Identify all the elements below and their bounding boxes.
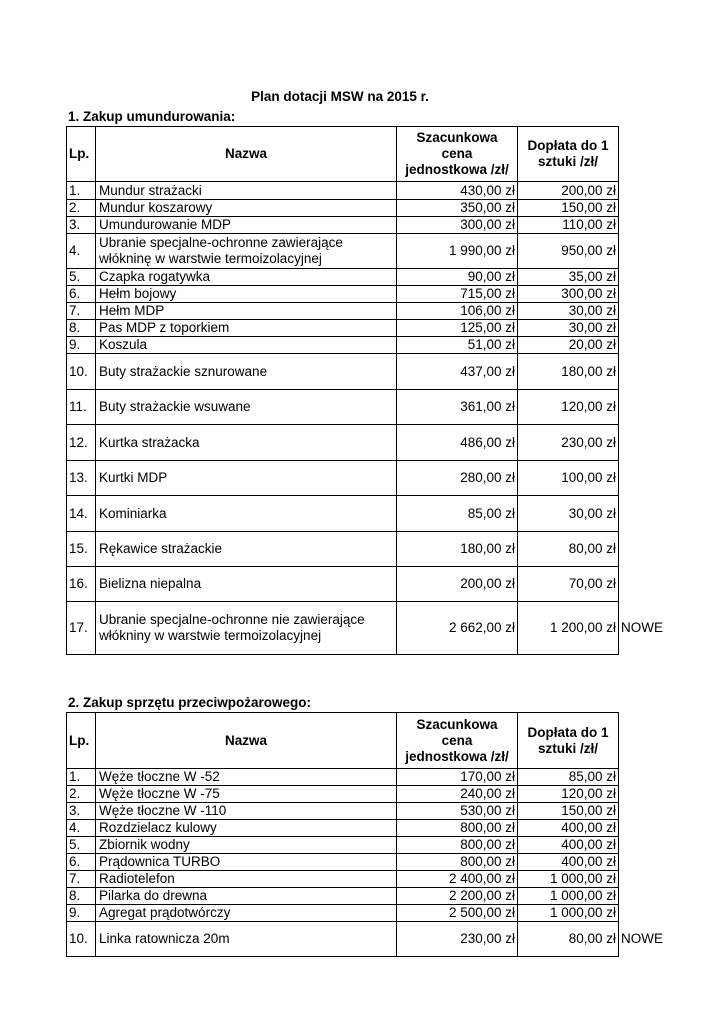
subsidy-amount: 230,00 zł bbox=[518, 425, 619, 461]
item-name: Kurtka strażacka bbox=[96, 425, 397, 461]
item-name: Radiotelefon bbox=[96, 871, 397, 888]
row-number: 6. bbox=[67, 854, 96, 871]
table-row bbox=[67, 200, 619, 217]
row-number: 7. bbox=[67, 303, 96, 320]
unit-price: 90,00 zł bbox=[397, 269, 518, 286]
row-number: 11. bbox=[67, 390, 96, 425]
unit-price: 430,00 zł bbox=[397, 182, 518, 200]
table-row bbox=[67, 337, 619, 354]
row-number: 14. bbox=[67, 496, 96, 532]
unit-price: 170,00 zł bbox=[397, 769, 518, 786]
unit-price: 280,00 zł bbox=[397, 461, 518, 496]
table-row bbox=[67, 854, 619, 871]
header-name: Nazwa bbox=[96, 713, 397, 769]
subsidy-value: 1 200,00 zł bbox=[549, 620, 616, 635]
unit-price: 437,00 zł bbox=[397, 354, 518, 390]
item-name: Agregat prądotwórczy bbox=[96, 905, 397, 922]
subsidy-amount bbox=[518, 922, 663, 957]
header-name: Nazwa bbox=[96, 127, 397, 182]
item-name: Rękawice strażackie bbox=[96, 532, 397, 567]
table-header-row bbox=[67, 127, 619, 182]
subsidy-amount: 30,00 zł bbox=[518, 320, 619, 337]
table-row bbox=[67, 905, 619, 922]
subsidy-amount: 400,00 zł bbox=[518, 837, 619, 854]
table-row bbox=[67, 303, 619, 320]
item-name: Węże tłoczne W -75 bbox=[96, 786, 397, 803]
table-row bbox=[67, 769, 619, 786]
row-number: 5. bbox=[67, 269, 96, 286]
unit-price: 2 662,00 zł bbox=[397, 602, 518, 655]
unit-price: 2 400,00 zł bbox=[397, 871, 518, 888]
subsidy-amount: 400,00 zł bbox=[518, 820, 619, 837]
item-name: Ubranie specjalne-ochronne nie zawierające włókniny w warstwie termoizolacyjnej bbox=[96, 602, 397, 655]
item-name: Hełm MDP bbox=[96, 303, 397, 320]
item-name: Kurtki MDP bbox=[96, 461, 397, 496]
unit-price: 1 990,00 zł bbox=[397, 234, 518, 269]
table-header-row bbox=[67, 713, 619, 769]
uniform-purchase-table bbox=[66, 126, 663, 655]
unit-price: 530,00 zł bbox=[397, 803, 518, 820]
unit-price: 800,00 zł bbox=[397, 837, 518, 854]
unit-price: 350,00 zł bbox=[397, 200, 518, 217]
table-row bbox=[67, 496, 619, 532]
unit-price: 85,00 zł bbox=[397, 496, 518, 532]
table-row bbox=[67, 888, 619, 905]
unit-price: 800,00 zł bbox=[397, 854, 518, 871]
item-name: Buty strażackie sznurowane bbox=[96, 354, 397, 390]
item-name: Mundur koszarowy bbox=[96, 200, 397, 217]
unit-price: 200,00 zł bbox=[397, 567, 518, 602]
subsidy-amount: 150,00 zł bbox=[518, 803, 619, 820]
unit-price: 180,00 zł bbox=[397, 532, 518, 567]
unit-price: 2 200,00 zł bbox=[397, 888, 518, 905]
table-row bbox=[67, 837, 619, 854]
subsidy-amount: 950,00 zł bbox=[518, 234, 619, 269]
section-2-heading: 2. Zakup sprzętu przeciwpożarowego: bbox=[68, 695, 312, 710]
item-name: Bielizna niepalna bbox=[96, 567, 397, 602]
item-name: Koszula bbox=[96, 337, 397, 354]
unit-price: 2 500,00 zł bbox=[397, 905, 518, 922]
table-row bbox=[67, 922, 619, 957]
row-number: 10. bbox=[67, 354, 96, 390]
row-number: 10. bbox=[67, 922, 96, 957]
table-row bbox=[67, 354, 619, 390]
row-number: 6. bbox=[67, 286, 96, 303]
item-name: Ubranie specjalne-ochronne zawierające włókninę w warstwie termoizolacyjnej bbox=[96, 234, 397, 269]
unit-price: 300,00 zł bbox=[397, 217, 518, 234]
subsidy-amount bbox=[518, 602, 663, 655]
table-row bbox=[67, 234, 619, 269]
row-number: 15. bbox=[67, 532, 96, 567]
row-number: 4. bbox=[67, 820, 96, 837]
header-subsidy: Dopłata do 1 sztuki /zł/ bbox=[518, 127, 619, 182]
item-name: Buty strażackie wsuwane bbox=[96, 390, 397, 425]
section-1-heading: 1. Zakup umundurowania: bbox=[68, 109, 236, 124]
row-number: 5. bbox=[67, 837, 96, 854]
item-name: Hełm bojowy bbox=[96, 286, 397, 303]
unit-price: 51,00 zł bbox=[397, 337, 518, 354]
item-name: Kominiarka bbox=[96, 496, 397, 532]
new-item-note: NOWE bbox=[621, 620, 663, 635]
table-row bbox=[67, 425, 619, 461]
subsidy-amount: 110,00 zł bbox=[518, 217, 619, 234]
row-number: 1. bbox=[67, 182, 96, 200]
subsidy-amount: 100,00 zł bbox=[518, 461, 619, 496]
unit-price: 230,00 zł bbox=[397, 922, 518, 957]
unit-price: 361,00 zł bbox=[397, 390, 518, 425]
item-name: Węże tłoczne W -52 bbox=[96, 769, 397, 786]
item-name: Czapka rogatywka bbox=[96, 269, 397, 286]
row-number: 8. bbox=[67, 320, 96, 337]
item-name: Mundur strażacki bbox=[96, 182, 397, 200]
table-row bbox=[67, 567, 619, 602]
row-number: 13. bbox=[67, 461, 96, 496]
item-name: Zbiornik wodny bbox=[96, 837, 397, 854]
row-number: 1. bbox=[67, 769, 96, 786]
unit-price: 715,00 zł bbox=[397, 286, 518, 303]
item-name: Pas MDP z toporkiem bbox=[96, 320, 397, 337]
subsidy-amount: 1 000,00 zł bbox=[518, 888, 619, 905]
document-title: Plan dotacji MSW na 2015 r. bbox=[251, 89, 429, 104]
subsidy-amount: 300,00 zł bbox=[518, 286, 619, 303]
subsidy-amount: 20,00 zł bbox=[518, 337, 619, 354]
header-lp: Lp. bbox=[67, 713, 96, 769]
subsidy-amount: 400,00 zł bbox=[518, 854, 619, 871]
row-number: 3. bbox=[67, 217, 96, 234]
item-name: Węże tłoczne W -110 bbox=[96, 803, 397, 820]
unit-price: 800,00 zł bbox=[397, 820, 518, 837]
row-number: 16. bbox=[67, 567, 96, 602]
unit-price: 106,00 zł bbox=[397, 303, 518, 320]
subsidy-amount: 80,00 zł bbox=[518, 532, 619, 567]
table-row bbox=[67, 320, 619, 337]
row-number: 12. bbox=[67, 425, 96, 461]
table-row bbox=[67, 217, 619, 234]
row-number: 9. bbox=[67, 337, 96, 354]
item-name: Rozdzielacz kulowy bbox=[96, 820, 397, 837]
table-row bbox=[67, 461, 619, 496]
header-lp: Lp. bbox=[67, 127, 96, 182]
row-number: 2. bbox=[67, 200, 96, 217]
row-number: 4. bbox=[67, 234, 96, 269]
unit-price: 486,00 zł bbox=[397, 425, 518, 461]
row-number: 2. bbox=[67, 786, 96, 803]
table-row bbox=[67, 786, 619, 803]
table-row bbox=[67, 390, 619, 425]
row-number: 8. bbox=[67, 888, 96, 905]
subsidy-amount: 120,00 zł bbox=[518, 390, 619, 425]
row-number: 7. bbox=[67, 871, 96, 888]
subsidy-amount: 30,00 zł bbox=[518, 496, 619, 532]
table-row bbox=[67, 820, 619, 837]
subsidy-amount: 35,00 zł bbox=[518, 269, 619, 286]
row-number: 3. bbox=[67, 803, 96, 820]
row-number: 17. bbox=[67, 602, 96, 655]
subsidy-amount: 1 000,00 zł bbox=[518, 905, 619, 922]
header-subsidy: Dopłata do 1 sztuki /zł/ bbox=[518, 713, 619, 769]
equipment-purchase-table bbox=[66, 712, 663, 957]
unit-price: 240,00 zł bbox=[397, 786, 518, 803]
item-name: Linka ratownicza 20m bbox=[96, 922, 397, 957]
subsidy-amount: 1 000,00 zł bbox=[518, 871, 619, 888]
unit-price: 125,00 zł bbox=[397, 320, 518, 337]
subsidy-amount: 30,00 zł bbox=[518, 303, 619, 320]
table-row bbox=[67, 871, 619, 888]
table-row bbox=[67, 532, 619, 567]
subsidy-amount: 120,00 zł bbox=[518, 786, 619, 803]
table-row bbox=[67, 803, 619, 820]
item-name: Prądownica TURBO bbox=[96, 854, 397, 871]
subsidy-amount: 180,00 zł bbox=[518, 354, 619, 390]
subsidy-value: 80,00 zł bbox=[568, 931, 616, 946]
item-name: Umundurowanie MDP bbox=[96, 217, 397, 234]
table-row bbox=[67, 182, 619, 200]
table-row bbox=[67, 269, 619, 286]
subsidy-amount: 70,00 zł bbox=[518, 567, 619, 602]
subsidy-amount: 150,00 zł bbox=[518, 200, 619, 217]
table-row bbox=[67, 602, 619, 655]
item-name: Pilarka do drewna bbox=[96, 888, 397, 905]
subsidy-amount: 200,00 zł bbox=[518, 182, 619, 200]
table-row bbox=[67, 286, 619, 303]
header-price: Szacunkowa cena jednostkowa /zł/ bbox=[397, 713, 518, 769]
new-item-note: NOWE bbox=[621, 931, 663, 946]
subsidy-amount: 85,00 zł bbox=[518, 769, 619, 786]
header-price: Szacunkowa cena jednostkowa /zł/ bbox=[397, 127, 518, 182]
row-number: 9. bbox=[67, 905, 96, 922]
